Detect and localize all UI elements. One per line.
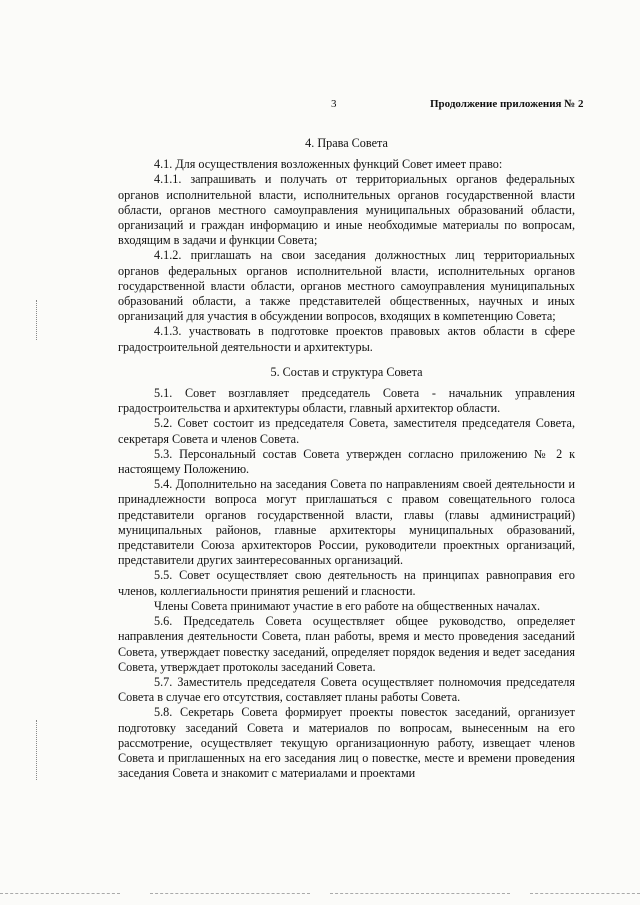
paragraph: 5.5. Совет осуществляет свою деятельность на принципах равноправия его членов, коллегиальности принятия решений и гласности. — [118, 568, 575, 598]
scan-edge-line — [150, 893, 310, 895]
scan-edge-line — [330, 893, 510, 895]
paragraph: 4.1. Для осуществления возложенных функций Совет имеет право: — [154, 157, 503, 172]
page-number: 3 — [331, 98, 337, 110]
document-body — [118, 130, 575, 781]
paragraph: 4.1.1. запрашивать и получать от территориальных органов федеральных органов исполнительной власти, исполнительных органов государственной власти области, органов местного самоуправления муниципальных образований области, организаций и граждан информацию и иные необходимые материалы по вопросам, входящим в задачи и функции Совета; — [118, 172, 575, 248]
paragraph: 5.8. Секретарь Совета формирует проекты повесток заседаний, организует подготовку заседаний Совета и материалов по вопросам, вынесенным на его рассмотрение, осуществляет текущую организационную работу, извещает членов Совета и приглашенных на его заседания лиц о повестке, месте и времени проведения заседания Совета и знакомит с материалами и проектами — [118, 705, 575, 781]
paragraph: 5.4. Дополнительно на заседания Совета по направлениям своей деятельности и принадлежности вопроса могут приглашаться с правом совещательного голоса представители органов государственной власти, главы (главы администраций) муниципальных районов, главные архитекторы муниципальных образований, представители Союза архитекторов России, руководители проектных организаций, представители других заинтересованных организаций. — [118, 477, 575, 568]
section-title: 4. Права Совета — [305, 136, 388, 150]
scan-edge-line — [530, 893, 640, 895]
margin-mark — [36, 720, 43, 780]
paragraph: 5.7. Заместитель председателя Совета осуществляет полномочия председателя Совета в случае его отсутствия, составляет планы работы Совета. — [118, 674, 575, 705]
continuation-label: Продолжение приложения № 2 — [430, 98, 584, 110]
paragraph: 5.1. Совет возглавляет председатель Совета - начальник управления градостроительства и архитектуры области, главный архитектор области. — [118, 386, 575, 416]
paragraph: Члены Совета принимают участие в его работе на общественных началах. — [154, 598, 541, 613]
paragraph: 5.2. Совет состоит из председателя Совета, заместителя председателя Совета, секретаря Совета и членов Совета. — [118, 416, 575, 446]
paragraph: 4.1.3. участвовать в подготовке проектов правовых актов области в сфере градостроительной деятельности и архитектуры. — [118, 324, 575, 354]
paragraph: 4.1.2. приглашать на свои заседания должностных лиц территориальных органов федеральных органов исполнительной власти, исполнительных органов государственной власти области, органов местного самоуправления муниципальных образований области, а также представителей общественных, научных и иных организаций для участия в обсуждении вопросов, входящих в компетенцию Совета; — [118, 248, 575, 324]
paragraph: 5.6. Председатель Совета осуществляет общее руководство, определяет направления деятельности Совета, план работы, время и место проведения заседаний Совета, утверждает повестку заседаний, определяет порядок ведения и ведет заседания Совета, утверждает протоколы заседаний Совета. — [118, 614, 575, 674]
section-title: 5. Состав и структура Совета — [270, 364, 423, 379]
scan-edge-line — [0, 893, 120, 895]
margin-mark — [36, 300, 43, 340]
paragraph: 5.3. Персональный состав Совета утвержден согласно приложению № 2 к настоящему Положению. — [118, 446, 575, 477]
page-header — [0, 98, 640, 112]
